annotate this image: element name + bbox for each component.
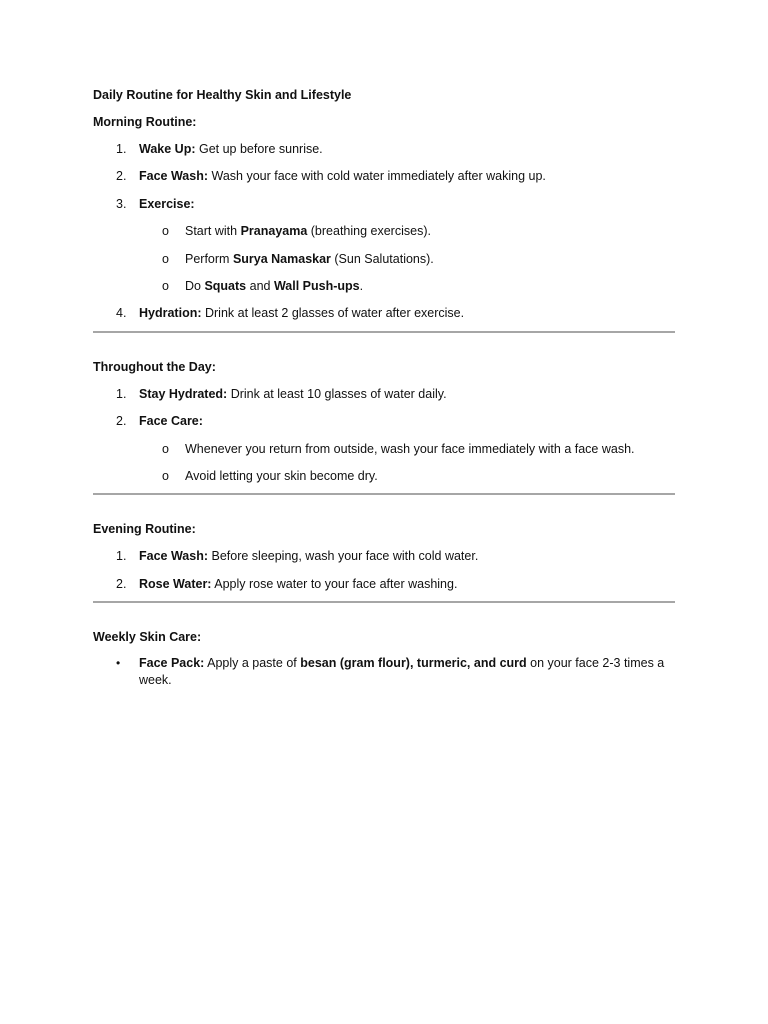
- item-text: Drink at least 2 glasses of water after exercise.: [201, 306, 465, 321]
- item-text-bold: besan (gram flour), turmeric, and curd: [300, 656, 527, 671]
- item-number: 4.: [116, 306, 127, 321]
- list-item-stay-hydrated: [93, 385, 675, 403]
- sub-item-wash-after-outside: [93, 440, 675, 458]
- exercise-sublist: [93, 222, 675, 295]
- evening-section: [93, 520, 675, 592]
- document-page: [93, 86, 675, 698]
- sub-marker: o: [162, 224, 169, 239]
- list-item-face-care: [93, 412, 675, 430]
- sub-marker: o: [162, 468, 169, 483]
- day-list: [93, 385, 675, 430]
- sub-text: Avoid letting your skin become dry.: [185, 468, 378, 483]
- weekly-heading: Weekly Skin Care:: [93, 630, 202, 645]
- document-title: Daily Routine for Healthy Skin and Lifestyle: [93, 88, 352, 102]
- sub-item-pranayama: [93, 222, 675, 240]
- list-item-face-wash: [93, 167, 675, 185]
- sub-text-pre: Do: [185, 278, 205, 293]
- sub-text-bold-2: Wall Push-ups: [273, 278, 360, 293]
- bullet-marker: •: [116, 656, 121, 671]
- evening-list: [93, 547, 675, 592]
- day-section: [93, 358, 675, 485]
- item-text: Apply rose water to your face after washing.: [211, 576, 458, 591]
- evening-heading: Evening Routine:: [93, 522, 196, 537]
- weekly-section: [93, 628, 675, 689]
- sub-item-avoid-dry-skin: [93, 467, 675, 485]
- item-label: Rose Water:: [139, 576, 212, 591]
- item-number: 1.: [116, 386, 127, 401]
- item-number: 2.: [116, 414, 127, 429]
- list-item-face-pack: [93, 655, 675, 689]
- sub-item-surya-namaskar: [93, 250, 675, 268]
- sub-text-pre: Perform: [185, 251, 233, 266]
- item-label: Face Care:: [139, 414, 203, 429]
- morning-list-continued: [93, 304, 675, 322]
- list-item-hydration: [93, 304, 675, 322]
- item-number: 3.: [116, 196, 127, 211]
- sub-text-pre: Start with: [185, 224, 241, 239]
- item-number: 1.: [116, 549, 127, 564]
- item-number: 2.: [116, 576, 127, 591]
- morning-section: [93, 113, 675, 322]
- sub-text-bold: Pranayama: [240, 224, 308, 239]
- weekly-list: [93, 655, 675, 689]
- day-heading: Throughout the Day:: [93, 359, 216, 374]
- item-number: 2.: [116, 169, 127, 184]
- horizontal-rule: [93, 493, 675, 495]
- morning-list: [93, 140, 675, 213]
- item-label: Hydration:: [139, 306, 202, 321]
- item-text: Before sleeping, wash your face with cold water.: [208, 549, 479, 564]
- sub-item-squats: [93, 277, 675, 295]
- horizontal-rule: [93, 601, 675, 603]
- sub-text-mid: and: [246, 278, 274, 293]
- list-item-rose-water: [93, 575, 675, 593]
- sub-text-bold: Squats: [204, 278, 247, 293]
- item-label: Stay Hydrated:: [139, 386, 228, 401]
- sub-text-bold: Surya Namaskar: [232, 251, 331, 266]
- sub-text-post: .: [359, 278, 364, 293]
- sub-marker: o: [162, 441, 169, 456]
- item-label: Face Pack:: [139, 656, 205, 671]
- list-item-wake-up: [93, 140, 675, 158]
- sub-text: Whenever you return from outside, wash your face immediately with a face wash.: [185, 441, 635, 456]
- sub-text-post: (breathing exercises).: [307, 224, 431, 239]
- sub-marker: o: [162, 251, 169, 266]
- sub-text-post: (Sun Salutations).: [330, 251, 434, 266]
- sub-marker: o: [162, 278, 169, 293]
- item-text: Get up before sunrise.: [195, 142, 323, 156]
- face-care-sublist: [93, 440, 675, 485]
- item-text: Drink at least 10 glasses of water daily.: [227, 386, 447, 401]
- list-item-exercise: [93, 195, 675, 213]
- item-label: Face Wash:: [139, 169, 209, 184]
- morning-heading: Morning Routine:: [93, 115, 197, 129]
- item-text: Wash your face with cold water immediately after waking up.: [208, 169, 546, 184]
- list-item-evening-face-wash: [93, 547, 675, 565]
- item-number: 1.: [116, 142, 127, 156]
- item-label: Wake Up:: [139, 142, 196, 156]
- item-label: Face Wash:: [139, 549, 209, 564]
- item-label: Exercise:: [139, 196, 195, 211]
- horizontal-rule: [93, 331, 675, 333]
- item-text-pre: Apply a paste of: [204, 656, 301, 671]
- item-text-post: on your face 2-3 times a week.: [139, 656, 665, 688]
